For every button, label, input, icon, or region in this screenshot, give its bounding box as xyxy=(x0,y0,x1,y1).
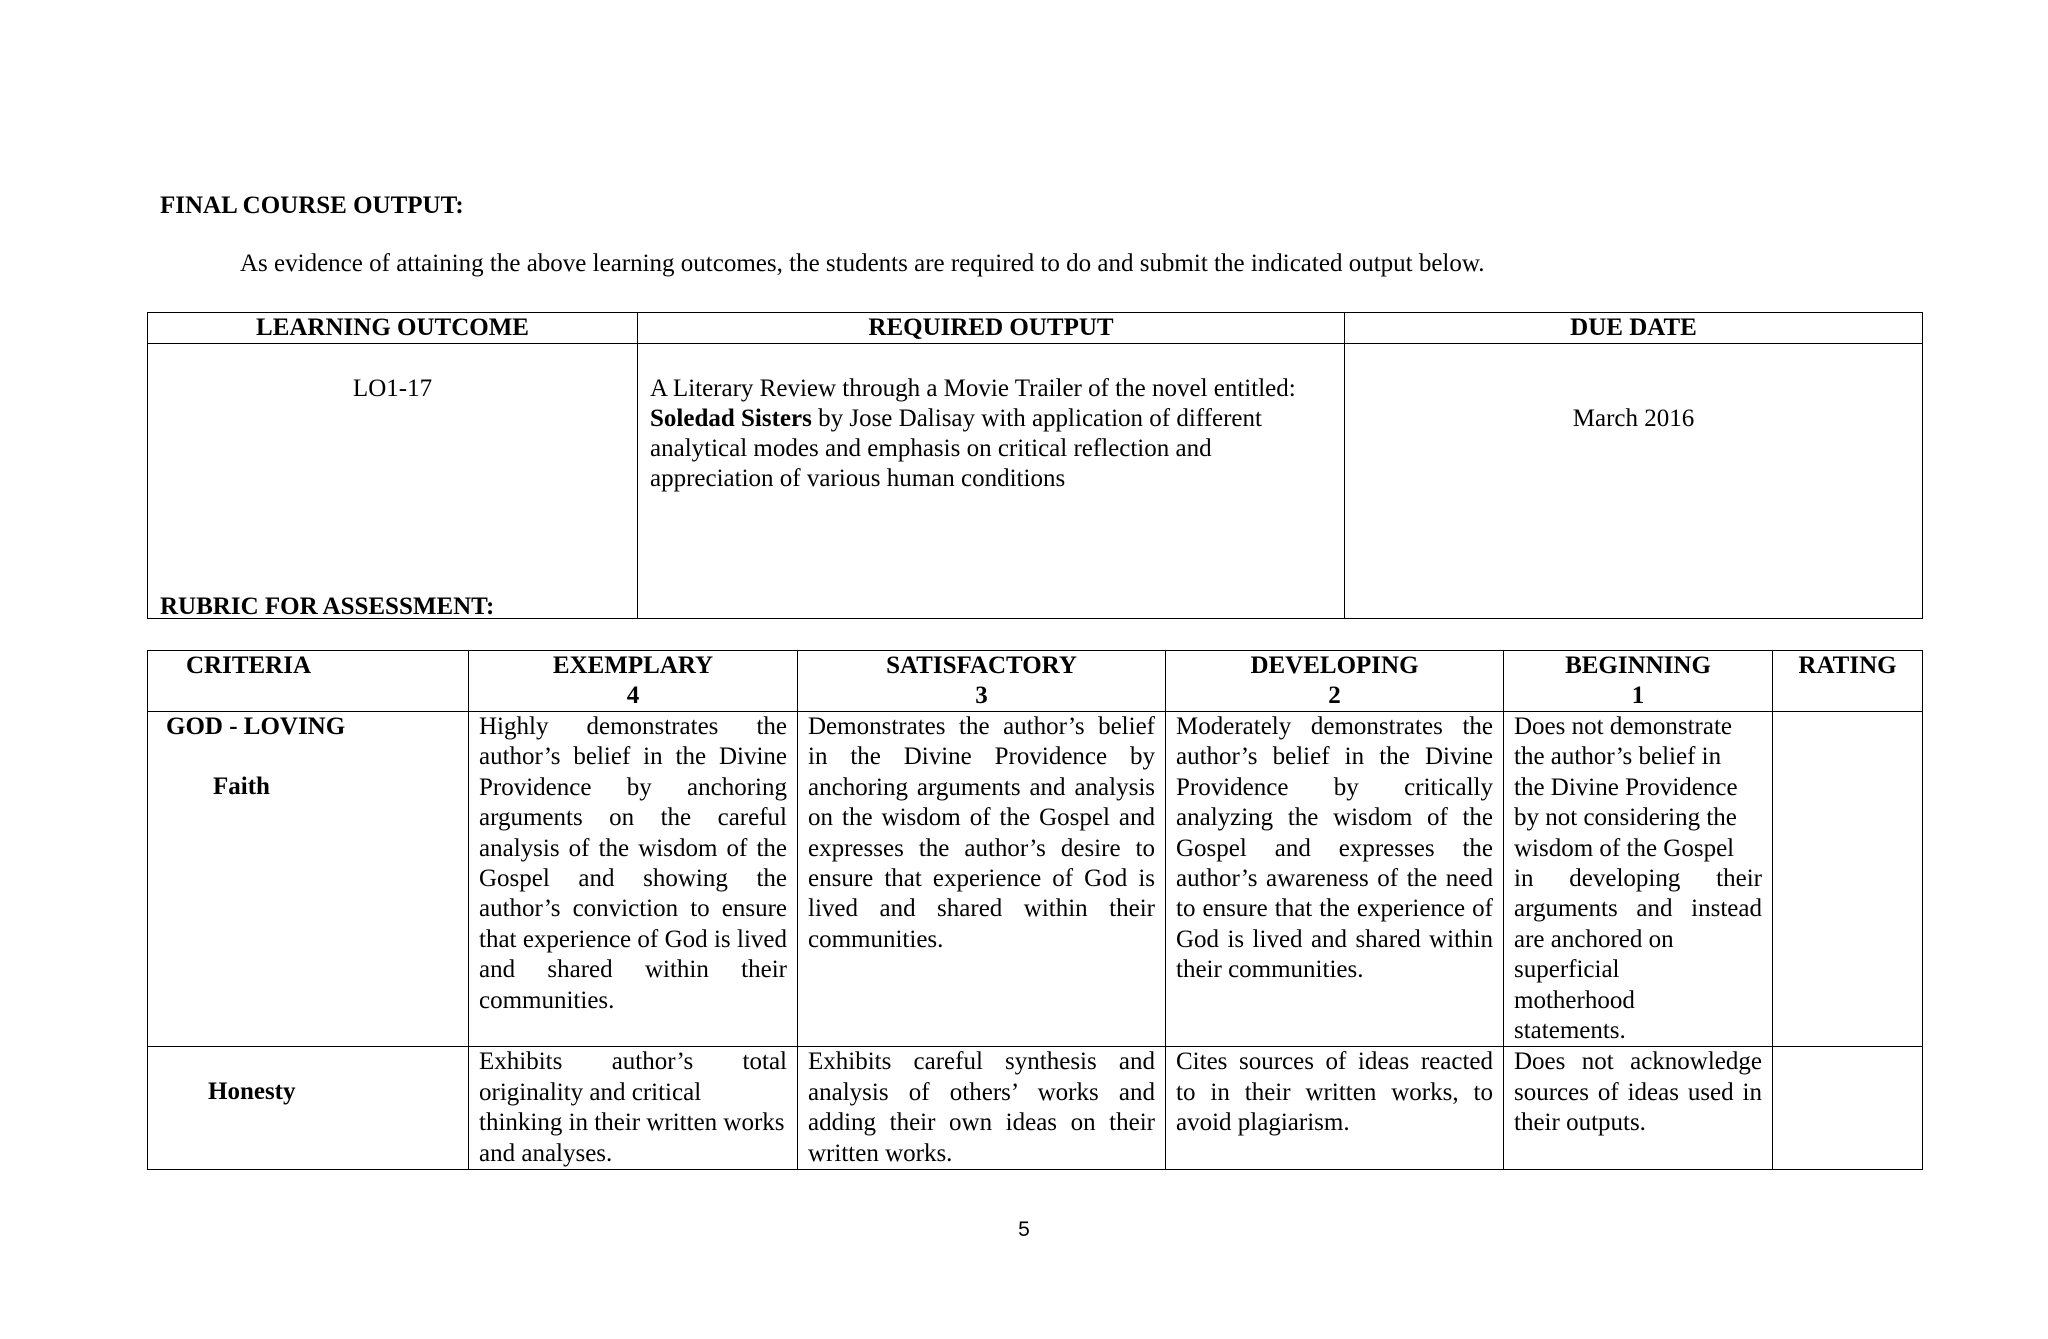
rubric-table xyxy=(147,650,1923,1170)
criteria-main: Honesty xyxy=(208,1078,296,1106)
beginning-score: 1 xyxy=(1631,682,1645,709)
header-exemplary xyxy=(469,651,798,712)
table-row xyxy=(148,344,1923,619)
beginning-line: wisdom of the Gospel xyxy=(1514,834,1735,862)
header-learning-outcome: LEARNING OUTCOME xyxy=(148,313,638,344)
header-beginning xyxy=(1504,651,1773,712)
beginning-label: BEGINNING xyxy=(1565,652,1711,679)
table-row xyxy=(148,712,1923,1047)
developing-cell: Moderately demonstrates the author’s belief in the Divine Providence by critically analyzing the wisdom of the Gospel and expresses the author’s awareness of the need to ensure that the experience of God is lived and shared within their communities. xyxy=(1166,712,1504,1047)
criteria-cell xyxy=(148,1047,469,1170)
criteria-sub: Faith xyxy=(213,773,270,801)
exemplary-text: Exhibits author’s total originality and critical xyxy=(479,1048,787,1106)
final-output-intro: As evidence of attaining the above learning outcomes, the students are required to do and submit the indicated output below. xyxy=(240,250,1485,277)
output-table xyxy=(147,312,1923,619)
required-output-text: A Literary Review through a Movie Trailer of the novel entitled: xyxy=(650,375,1296,402)
criteria-cell xyxy=(148,712,469,1047)
satisfactory-label: SATISFACTORY xyxy=(886,652,1077,679)
exemplary-cell xyxy=(469,1047,798,1170)
beginning-line: the author’s belief in xyxy=(1514,743,1722,771)
required-output-cell xyxy=(638,344,1345,619)
exemplary-label: EXEMPLARY xyxy=(552,652,714,679)
page-number: 5 xyxy=(1018,1218,1030,1241)
developing-score: 2 xyxy=(1328,682,1341,709)
header-rating: RATING xyxy=(1773,651,1923,712)
header-satisfactory xyxy=(798,651,1166,712)
beginning-cell: Does not acknowledge sources of ideas used in their outputs. xyxy=(1504,1047,1773,1170)
beginning-line: Does not demonstrate xyxy=(1514,713,1733,740)
exemplary-score: 4 xyxy=(626,682,640,709)
beginning-line: superficial xyxy=(1514,956,1620,984)
satisfactory-cell: Exhibits careful synthesis and analysis of others’ works and adding their own ideas on their written works. xyxy=(798,1047,1166,1170)
developing-cell: Cites sources of ideas reacted to in their written works, to avoid plagiarism. xyxy=(1166,1047,1504,1170)
novel-title: Soledad Sisters xyxy=(650,405,812,432)
header-developing xyxy=(1166,651,1504,712)
satisfactory-score: 3 xyxy=(975,682,988,709)
exemplary-cell: Highly demonstrates the author’s belief in the Divine Providence by anchoring arguments on the careful analysis of the wisdom of the Gospel and showing the author’s conviction to ensure that experience of God is lived and shared within their communities. xyxy=(469,712,798,1047)
developing-label: DEVELOPING xyxy=(1250,652,1419,679)
criteria-main: GOD - LOVING xyxy=(166,713,346,740)
exemplary-text-cont: thinking in their written works and analyses. xyxy=(479,1109,785,1167)
rubric-heading: RUBRIC FOR ASSESSMENT: xyxy=(160,593,495,620)
header-due-date: DUE DATE xyxy=(1345,313,1923,344)
header-criteria: CRITERIA xyxy=(148,651,469,712)
rating-cell xyxy=(1773,1047,1923,1170)
beginning-cell xyxy=(1504,712,1773,1047)
beginning-line: motherhood xyxy=(1514,986,1635,1014)
rubric-header-row xyxy=(148,651,1923,712)
rating-cell xyxy=(1773,712,1923,1047)
beginning-line: in developing their arguments and instead are anchored on xyxy=(1514,865,1762,953)
header-required-output: REQUIRED OUTPUT xyxy=(638,313,1345,344)
due-date-cell: March 2016 xyxy=(1345,344,1923,619)
required-output-text-cont: by Jose Dalisay with application of different analytical modes and emphasis on critical reflection and appreciation of various human conditions xyxy=(650,405,1262,492)
final-course-output-heading: FINAL COURSE OUTPUT: xyxy=(160,192,464,219)
beginning-line: by not considering the xyxy=(1514,804,1737,832)
beginning-line: the Divine Providence xyxy=(1514,773,1738,801)
table-row xyxy=(148,1047,1923,1170)
beginning-line: statements. xyxy=(1514,1017,1626,1045)
output-table-header xyxy=(148,313,1923,344)
learning-outcome-cell: LO1-17 xyxy=(148,344,638,619)
satisfactory-cell: Demonstrates the author’s belief in the Divine Providence by anchoring arguments and analysis on the wisdom of the Gospel and expresses the author’s desire to ensure that experience of God is lived and shared within their communities. xyxy=(798,712,1166,1047)
